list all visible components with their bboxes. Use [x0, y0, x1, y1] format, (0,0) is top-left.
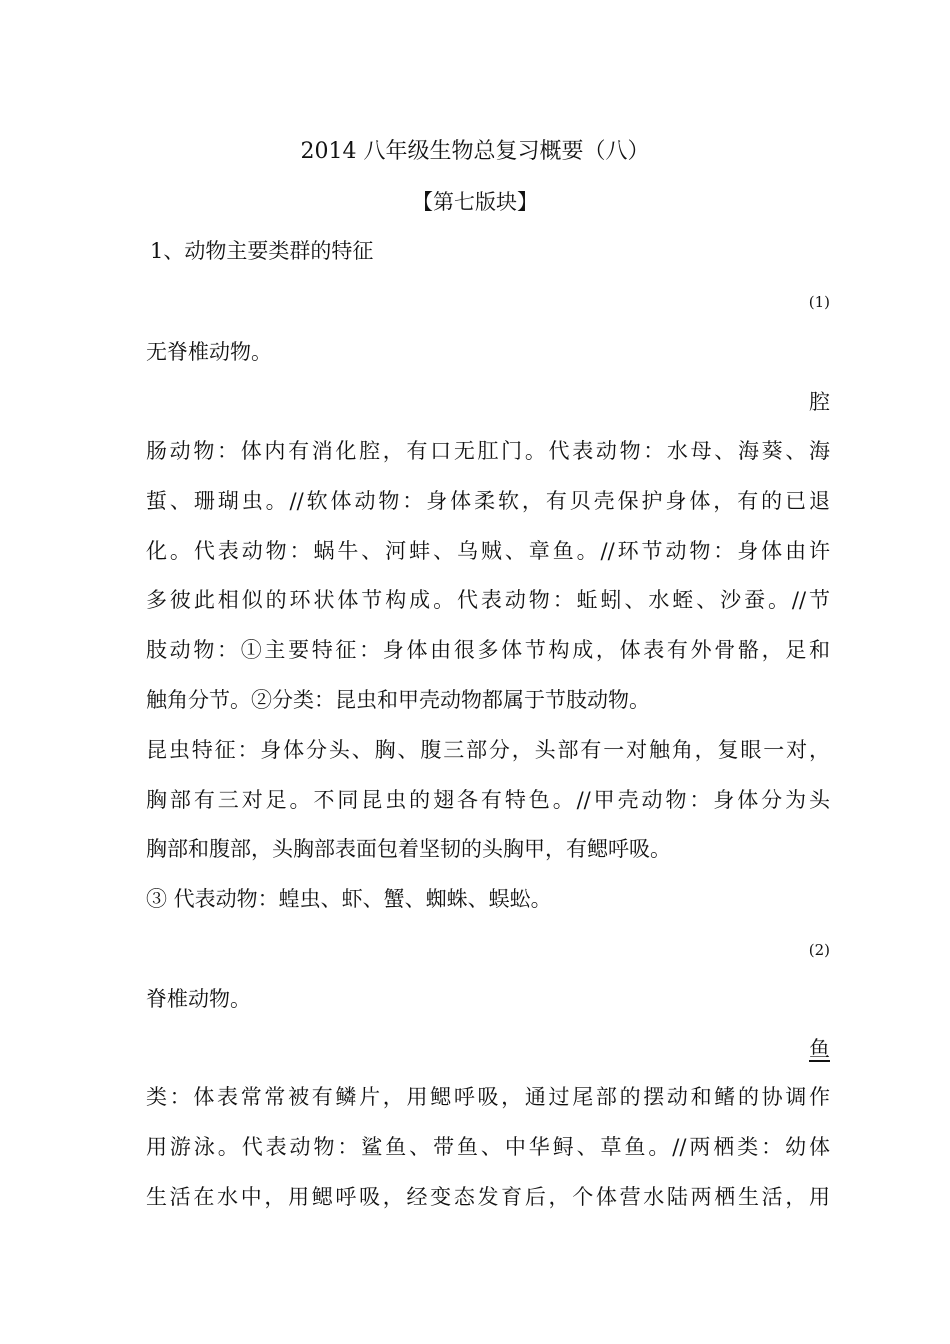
paragraph-line: 生活在水中，用鳃呼吸，经变态发育后，个体营水陆两栖生活，用: [146, 1185, 830, 1209]
paragraph-line: 昆虫特征：身体分头、胸、腹三部分，头部有一对触角，复眼一对，: [146, 738, 830, 762]
paragraph-line: 肠动物：体内有消化腔，有口无肛门。代表动物：水母、海葵、海: [146, 439, 830, 463]
paragraph-line: 胸部和腹部，头胸部表面包着坚韧的头胸甲，有鳃呼吸。: [146, 837, 671, 861]
underlined-word: 鱼: [809, 1037, 830, 1061]
paragraph-line: 类：体表常常被有鳞片，用鳃呼吸，通过尾部的摆动和鳍的协调作: [146, 1085, 830, 1109]
subheading-vertebrates: 脊椎动物。: [146, 987, 251, 1011]
paragraph-line: 蜇、珊瑚虫。//软体动物：身体柔软，有贝壳保护身体，有的已退: [146, 489, 830, 513]
page-title: 2014 八年级生物总复习概要（八）: [300, 139, 650, 164]
list-marker-1: (1): [808, 293, 830, 311]
paragraph-line: 用游泳。代表动物：鲨鱼、带鱼、中华鲟、草鱼。//两栖类：幼体: [146, 1135, 830, 1159]
paragraph-line: 腔: [809, 390, 830, 414]
paragraph-line: 肢动物：①主要特征：身体由很多体节构成，体表有外骨骼，足和: [146, 638, 830, 662]
subheading-invertebrates: 无脊椎动物。: [146, 340, 272, 364]
section-heading: 1、动物主要类群的特征: [150, 239, 374, 263]
paragraph-line: 化。代表动物：蜗牛、河蚌、乌贼、章鱼。//环节动物：身体由许: [146, 539, 830, 563]
paragraph-line: 胸部有三对足。不同昆虫的翅各有特色。//甲壳动物：身体分为头: [146, 788, 830, 812]
paragraph-line: 触角分节。②分类：昆虫和甲壳动物都属于节肢动物。: [146, 688, 650, 712]
list-marker-2: (2): [808, 941, 830, 959]
section-title: 【第七版块】: [412, 190, 538, 214]
paragraph-line: 多彼此相似的环状体节构成。代表动物：蚯蚓、水蛭、沙蚕。//节: [146, 588, 830, 612]
paragraph-line: ③ 代表动物：蝗虫、虾、蟹、蜘蛛、蜈蚣。: [146, 887, 552, 911]
paragraph-line: [146, 1035, 830, 1063]
